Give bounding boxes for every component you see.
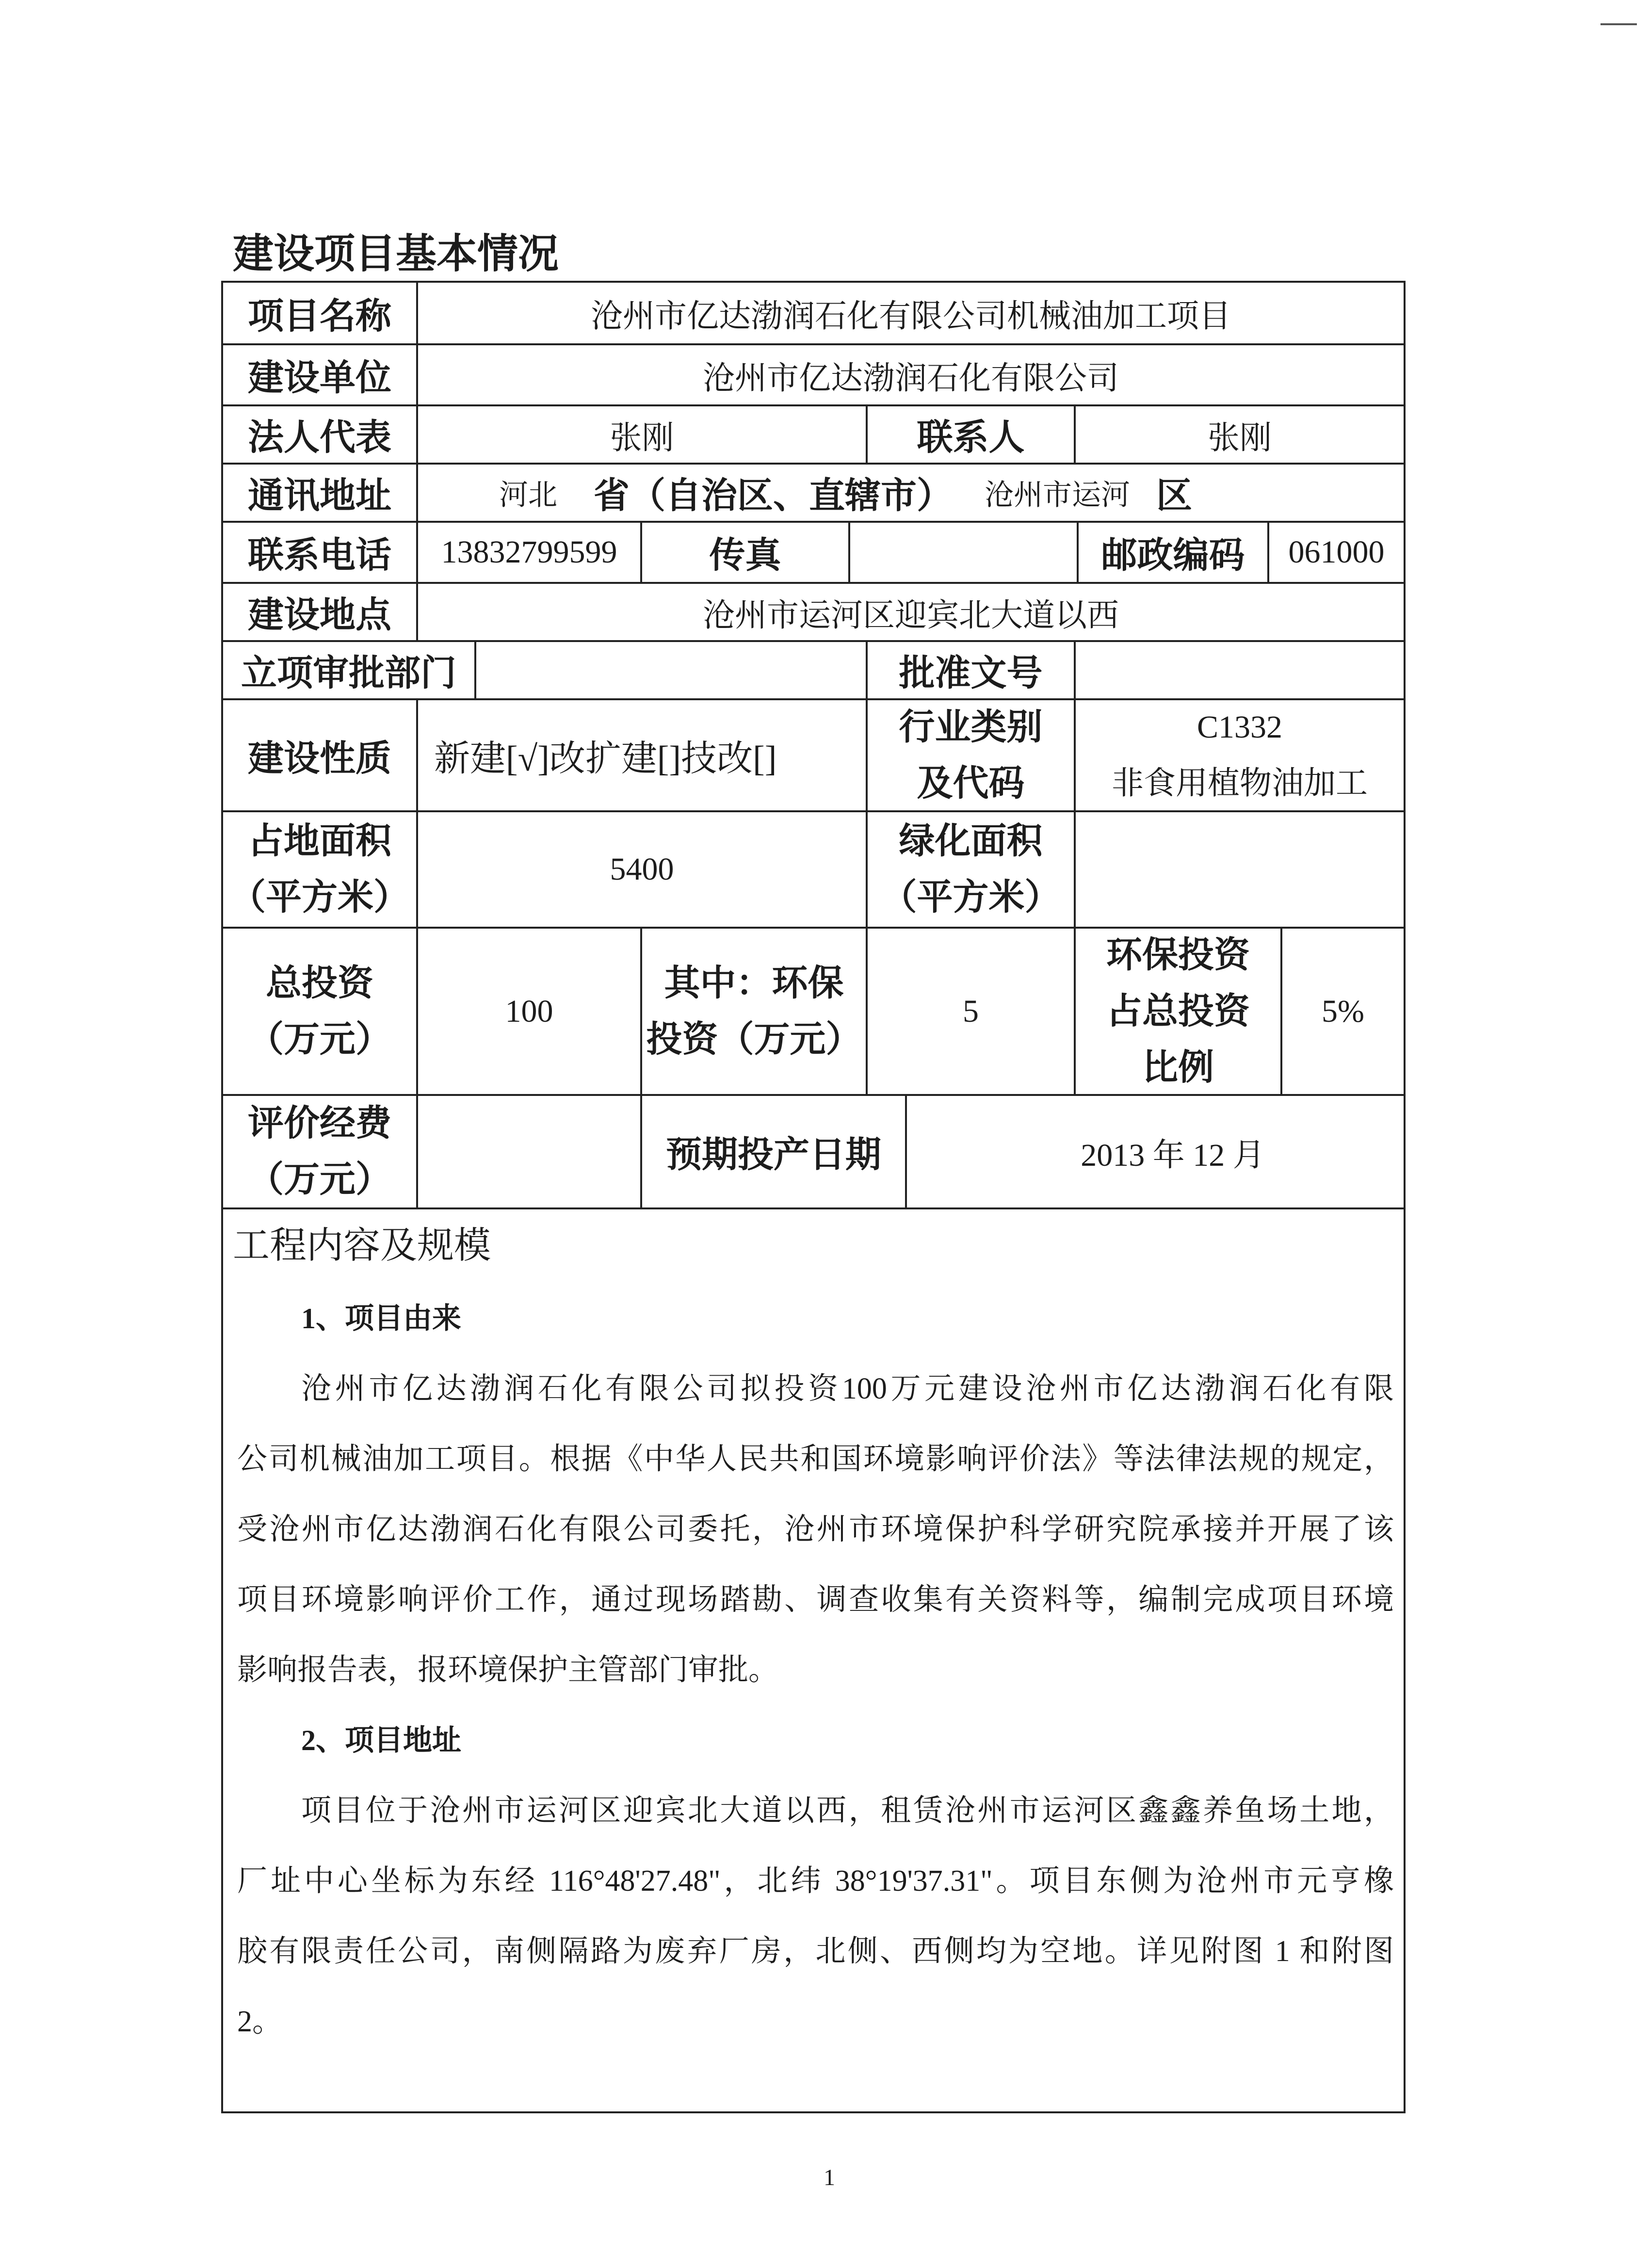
content-heading: 工程内容及规模 bbox=[233, 1225, 491, 1266]
construction-unit-label: 建设单位 bbox=[223, 345, 418, 404]
table-row-investment bbox=[223, 929, 1404, 1096]
table-row-project-name bbox=[223, 283, 1404, 345]
contact-person-value: 张刚 bbox=[1208, 420, 1272, 456]
env-investment-label-line: 其中：环保 bbox=[664, 963, 844, 1003]
total-investment-label bbox=[248, 955, 391, 1068]
fax-label: 传真 bbox=[642, 523, 850, 582]
project-content bbox=[223, 1209, 1404, 2057]
env-ratio-label-cell bbox=[1076, 929, 1282, 1094]
table-row-location bbox=[223, 584, 1404, 642]
table-row-approval bbox=[223, 642, 1404, 700]
address-province: 河北 bbox=[499, 479, 557, 511]
table-row-content bbox=[223, 1209, 1404, 2111]
green-area-label bbox=[881, 813, 1061, 926]
eval-fee-value bbox=[418, 1096, 642, 1207]
section-title: 2、项目地址 bbox=[301, 1724, 461, 1756]
nature-value: 新建[√]改扩建[]技改[] bbox=[418, 700, 868, 810]
location-label: 建设地点 bbox=[223, 584, 418, 640]
production-date-value: 2013 年 12 月 bbox=[1081, 1137, 1265, 1173]
industry-label-line: 行业类别 bbox=[899, 707, 1043, 747]
phone-value: 13832799599 bbox=[418, 523, 642, 582]
address-value bbox=[418, 465, 1404, 521]
table-row-legal-rep bbox=[223, 406, 1404, 465]
table-row-construction-unit bbox=[223, 345, 1404, 406]
land-area-label bbox=[230, 813, 409, 926]
env-ratio-label-line: 占总投资 bbox=[1106, 991, 1250, 1031]
section-paragraph bbox=[237, 1354, 1394, 1705]
scan-mark bbox=[1600, 23, 1637, 25]
paragraph-line: 公司机械油加工项目。根据《中华人民共和国环境影响评价法》等法律法规的规定， bbox=[237, 1443, 1394, 1476]
total-investment-label-line: （万元） bbox=[248, 1019, 391, 1060]
env-investment-label-cell bbox=[642, 929, 868, 1094]
industry-value-cell bbox=[1076, 700, 1404, 810]
green-area-label-line: 绿化面积 bbox=[899, 821, 1043, 861]
paragraph-line: 项目位于沧州市运河区迎宾北大道以西，租赁沧州市运河区鑫鑫养鱼场土地， bbox=[301, 1794, 1394, 1827]
table-row-eval-fee bbox=[223, 1096, 1404, 1209]
postcode-label: 邮政编码 bbox=[1079, 523, 1269, 582]
industry-label bbox=[899, 699, 1043, 812]
industry-label-cell bbox=[868, 700, 1076, 810]
green-area-value bbox=[1076, 812, 1404, 927]
industry-code: C1332 bbox=[1196, 709, 1283, 745]
table-row-nature bbox=[223, 700, 1404, 812]
paragraph-line: 2。 bbox=[237, 2005, 283, 2038]
location-value: 沧州市运河区迎宾北大道以西 bbox=[703, 597, 1119, 633]
total-investment-value: 100 bbox=[418, 929, 642, 1094]
green-area-label-cell bbox=[868, 812, 1076, 927]
paragraph-line: 沧州市亿达渤润石化有限公司拟投资100万元建设沧州市亿达渤润石化有限 bbox=[301, 1372, 1394, 1405]
address-city: 沧州市运河 bbox=[985, 479, 1130, 511]
legal-rep-value: 张刚 bbox=[418, 406, 868, 463]
construction-unit-value: 沧州市亿达渤润石化有限公司 bbox=[703, 360, 1119, 396]
eval-fee-label-cell bbox=[223, 1096, 418, 1207]
env-ratio-label bbox=[1106, 927, 1250, 1096]
land-area-label-cell bbox=[223, 812, 418, 927]
table-row-area bbox=[223, 812, 1404, 929]
approval-no-value bbox=[1076, 642, 1404, 698]
approval-no-label: 批准文号 bbox=[868, 642, 1076, 698]
paragraph-line: 项目环境影响评价工作，通过现场踏勘、调查收集有关资料等，编制完成项目环境 bbox=[237, 1583, 1394, 1616]
industry-name: 非食用植物油加工 bbox=[1112, 765, 1368, 801]
env-investment-label-line: 投资（万元） bbox=[646, 1019, 862, 1060]
contact-person-label: 联系人 bbox=[868, 406, 1076, 463]
approval-dept-label: 立项审批部门 bbox=[223, 642, 476, 698]
section-paragraph bbox=[237, 1776, 1394, 2057]
total-investment-label-cell bbox=[223, 929, 418, 1094]
env-investment-value: 5 bbox=[868, 929, 1076, 1094]
total-investment-label-line: 总投资 bbox=[266, 963, 373, 1003]
green-area-label-line: （平方米） bbox=[881, 878, 1061, 917]
industry-label-line: 及代码 bbox=[917, 763, 1025, 804]
paragraph-line: 受沧州市亿达渤润石化有限公司委托，沧州市环境保护科学研究院承接并开展了该 bbox=[237, 1513, 1394, 1546]
paragraph-line: 影响报告表，报环境保护主管部门审批。 bbox=[237, 1654, 779, 1687]
address-province-suffix: 省（自治区、直辖市） bbox=[594, 476, 953, 516]
paragraph-line: 胶有限责任公司，南侧隔路为废弃厂房，北侧、西侧均为空地。详见附图 1 和附图 bbox=[237, 1935, 1394, 1968]
phone-label: 联系电话 bbox=[223, 523, 418, 582]
legal-rep-label: 法人代表 bbox=[223, 406, 418, 463]
page-number: 1 bbox=[824, 2165, 835, 2190]
postcode-value: 061000 bbox=[1288, 534, 1385, 570]
paragraph-line: 厂址中心坐标为东经 116°48'27.48"，北纬 38°19'37.31"。项目东侧为沧州市元亨橡 bbox=[237, 1865, 1394, 1898]
eval-fee-label bbox=[248, 1095, 391, 1208]
land-area-label-line: （平方米） bbox=[230, 878, 409, 917]
land-area-label-line: 占地面积 bbox=[248, 821, 391, 861]
address-label: 通讯地址 bbox=[223, 465, 418, 521]
approval-dept-value bbox=[476, 642, 868, 698]
page-title: 建设项目基本情况 bbox=[233, 232, 559, 277]
section-title: 1、项目由来 bbox=[301, 1303, 461, 1335]
address-district-suffix: 区 bbox=[1156, 476, 1192, 516]
env-ratio-value: 5% bbox=[1322, 993, 1364, 1029]
project-name-value: 沧州市亿达渤润石化有限公司机械油加工项目 bbox=[591, 299, 1231, 334]
land-area-value: 5400 bbox=[418, 812, 868, 927]
table-row-phone bbox=[223, 523, 1404, 584]
eval-fee-label-line: （万元） bbox=[248, 1160, 391, 1200]
production-date-label: 预期投产日期 bbox=[642, 1096, 907, 1207]
nature-label: 建设性质 bbox=[223, 700, 418, 810]
env-ratio-label-line: 环保投资 bbox=[1106, 935, 1250, 975]
industry-value bbox=[1112, 699, 1368, 812]
env-ratio-label-line: 比例 bbox=[1142, 1047, 1214, 1088]
env-investment-label bbox=[647, 955, 862, 1068]
project-info-table bbox=[221, 281, 1406, 2113]
table-row-address bbox=[223, 465, 1404, 523]
eval-fee-label-line: 评价经费 bbox=[248, 1104, 391, 1143]
fax-value bbox=[850, 523, 1079, 582]
project-name-label: 项目名称 bbox=[223, 283, 418, 343]
